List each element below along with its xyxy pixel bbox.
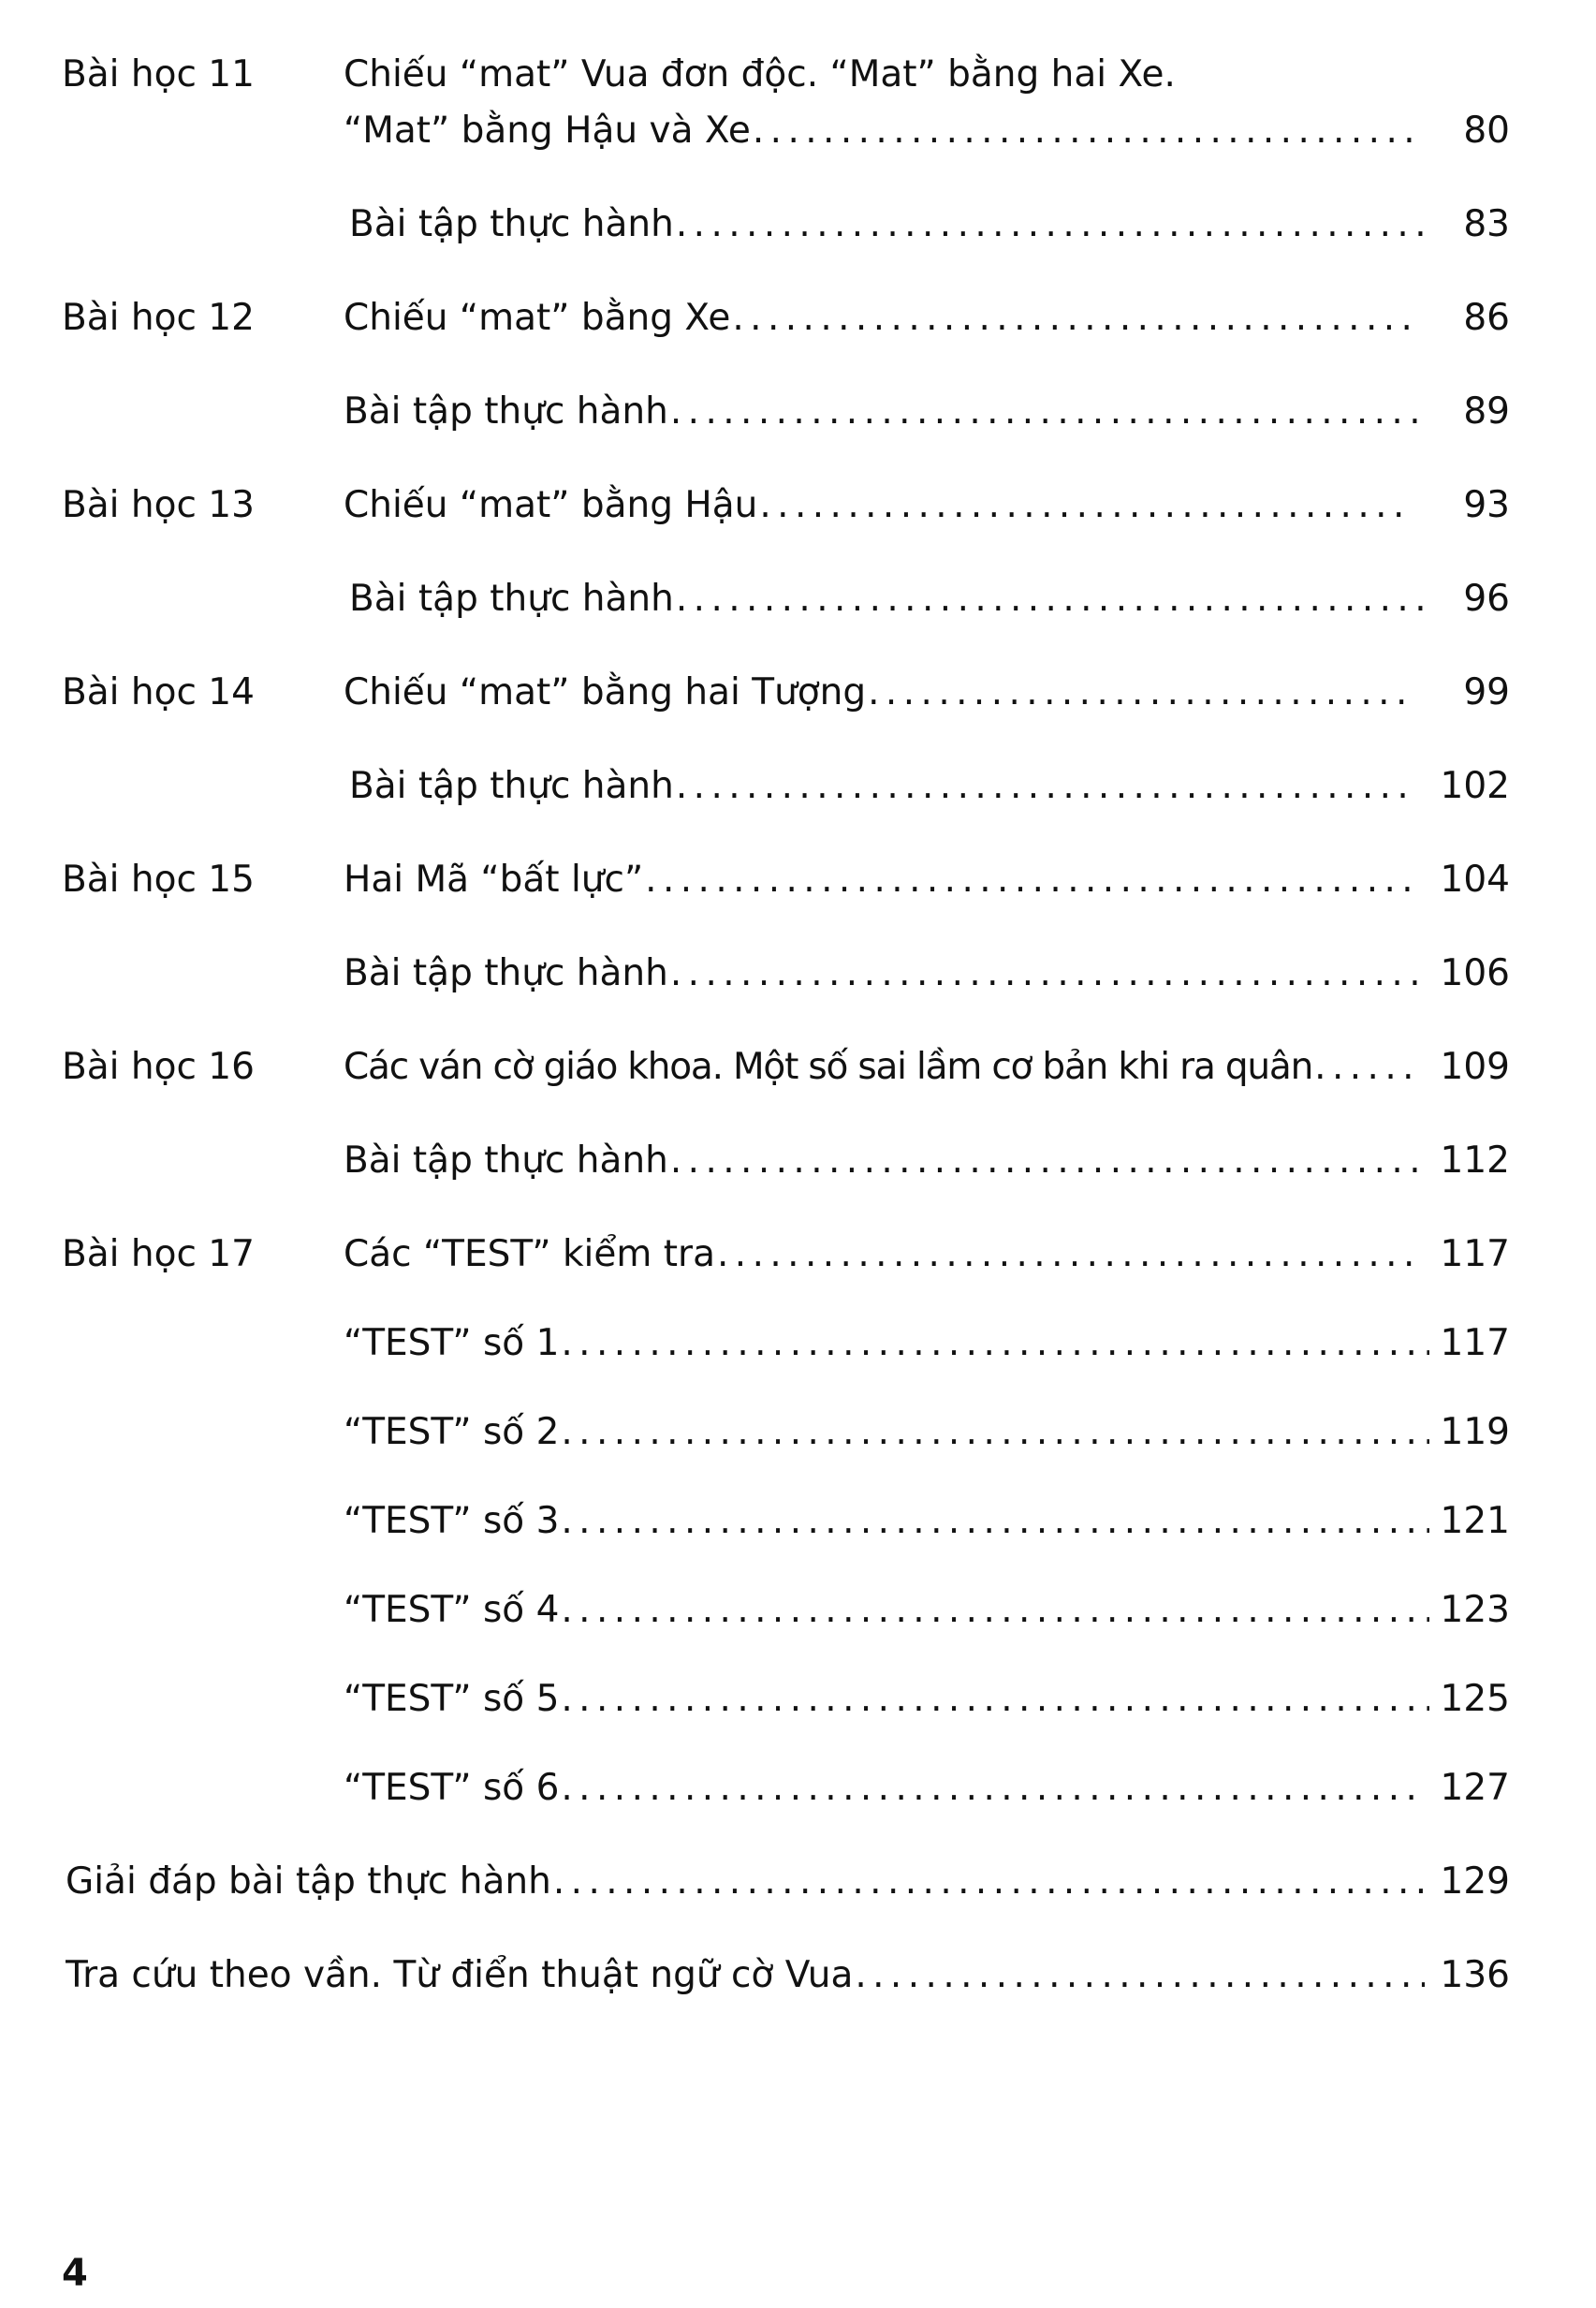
entry-page-number: 121: [1440, 1500, 1510, 1542]
entry-page-number: 86: [1463, 297, 1510, 339]
entry-page-number: 109: [1440, 1046, 1510, 1088]
dot-leader: [1314, 1039, 1420, 1095]
entry-page-number: 96: [1463, 578, 1510, 620]
toc-entry-lesson-14: [0, 665, 1596, 721]
lesson-label: Bài học 16: [62, 1046, 255, 1088]
entry-title: “TEST” số 5 . . .: [344, 1671, 1429, 1727]
toc-entry-lesson-15-exercises: [0, 946, 1596, 1002]
dot-leader: [561, 1404, 1429, 1461]
entry-title: Bài tập thực hành . . .: [349, 758, 1416, 815]
dot-leader: [561, 1582, 1429, 1639]
entry-page-number: 89: [1463, 390, 1510, 433]
entry-title: “TEST” số 6 . . .: [344, 1760, 1420, 1816]
dot-leader: [561, 1671, 1429, 1727]
entry-page-number: 127: [1440, 1767, 1510, 1809]
entry-title-line2: “Mat” bằng Hậu và Xe . . .: [344, 103, 1418, 159]
toc-entry-lesson-15: [0, 852, 1596, 908]
toc-entry-test-6: [0, 1760, 1596, 1816]
toc-entry-lesson-16-exercises: [0, 1133, 1596, 1189]
entry-title: Tra cứu theo vần. Từ điển thuật ngữ cờ Vua . . .: [66, 1948, 1425, 2004]
entry-page-number: 93: [1463, 484, 1510, 526]
toc-entry-lesson-16: [0, 1039, 1596, 1095]
dot-leader: [868, 665, 1411, 721]
entry-page-number: 125: [1440, 1678, 1510, 1720]
dot-leader: [676, 758, 1416, 815]
entry-page-number: 112: [1440, 1139, 1510, 1182]
toc-entry-answers: [0, 1854, 1596, 1910]
entry-page-number: 102: [1440, 765, 1510, 807]
dot-leader: [553, 1854, 1425, 1910]
toc-entry-lesson-12-exercises: [0, 384, 1596, 440]
toc-entry-test-3: [0, 1493, 1596, 1550]
entry-title: Các “TEST” kiểm tra . . .: [344, 1227, 1420, 1283]
dot-leader: [561, 1493, 1429, 1550]
toc-entry-test-2: [0, 1404, 1596, 1461]
lesson-label: Bài học 11: [62, 53, 255, 96]
dot-leader: [645, 852, 1420, 908]
entry-title: Giải đáp bài tập thực hành . . .: [66, 1854, 1425, 1910]
entry-title: “TEST” số 4 . . .: [344, 1582, 1429, 1639]
dot-leader: [732, 290, 1418, 346]
entry-title: “TEST” số 3 . . .: [344, 1493, 1429, 1550]
entry-page-number: 99: [1463, 671, 1510, 713]
entry-title: Chiếu “mat” bằng Hậu . . .: [344, 478, 1401, 534]
entry-title-line1: Chiếu “mat” Vua đơn độc. “Mat” bằng hai Xe.: [344, 53, 1176, 96]
entry-title: Bài tập thực hành . . .: [344, 946, 1420, 1002]
toc-entry-test-4: [0, 1582, 1596, 1639]
entry-page-number: 117: [1440, 1322, 1510, 1364]
dot-leader: [676, 571, 1428, 627]
toc-entry-lesson-11: [0, 47, 1596, 103]
lesson-label: Bài học 14: [62, 671, 255, 713]
entry-title: Chiếu “mat” bằng Xe . . .: [344, 290, 1418, 346]
toc-entry-lesson-14-exercises: [0, 758, 1596, 815]
entry-page-number: 117: [1440, 1233, 1510, 1275]
entry-title: Hai Mã “bất lực” . . .: [344, 852, 1420, 908]
entry-page-number: 80: [1463, 110, 1510, 152]
dot-leader: [753, 103, 1418, 159]
entry-page-number: 136: [1440, 1954, 1510, 1996]
lesson-label: Bài học 12: [62, 297, 255, 339]
dot-leader: [855, 1948, 1425, 2004]
toc-entry-lesson-11-line2: [0, 103, 1596, 159]
lesson-label: Bài học 15: [62, 859, 255, 901]
entry-title: Bài tập thực hành . . .: [344, 1133, 1420, 1189]
entry-page-number: 104: [1440, 859, 1510, 901]
toc-entry-glossary: [0, 1948, 1596, 2004]
entry-title: Bài tập thực hành . . .: [344, 384, 1428, 440]
entry-title: “TEST” số 1 . . .: [344, 1316, 1429, 1372]
dot-leader: [561, 1760, 1420, 1816]
lesson-label: Bài học 13: [62, 484, 255, 526]
entry-page-number: 123: [1440, 1589, 1510, 1631]
dot-leader: [670, 1133, 1420, 1189]
dot-leader: [676, 197, 1428, 253]
entry-title: Bài tập thực hành . . .: [349, 197, 1428, 253]
page-number: 4: [62, 2252, 88, 2295]
entry-title: Chiếu “mat” bằng hai Tượng . . .: [344, 665, 1411, 721]
entry-page-number: 119: [1440, 1411, 1510, 1453]
toc-entry-lesson-12: [0, 290, 1596, 346]
dot-leader: [759, 478, 1401, 534]
entry-title: “TEST” số 2 . . .: [344, 1404, 1429, 1461]
toc-entry-lesson-11-exercises: [0, 197, 1596, 253]
dot-leader: [670, 384, 1428, 440]
entry-page-number: 129: [1440, 1860, 1510, 1903]
toc-entry-lesson-13: [0, 478, 1596, 534]
toc-entry-test-5: [0, 1671, 1596, 1727]
dot-leader: [561, 1316, 1429, 1372]
entry-page-number: 83: [1463, 203, 1510, 245]
toc-entry-test-1: [0, 1316, 1596, 1372]
entry-title: Bài tập thực hành . . .: [349, 571, 1428, 627]
toc-entry-lesson-13-exercises: [0, 571, 1596, 627]
toc-entry-lesson-17: [0, 1227, 1596, 1283]
lesson-label: Bài học 17: [62, 1233, 255, 1275]
entry-title: Các ván cờ giáo khoa. Một số sai lầm cơ bản khi ra quân . . .: [344, 1039, 1420, 1095]
dot-leader: [717, 1227, 1420, 1283]
entry-page-number: 106: [1440, 952, 1510, 994]
dot-leader: [670, 946, 1420, 1002]
